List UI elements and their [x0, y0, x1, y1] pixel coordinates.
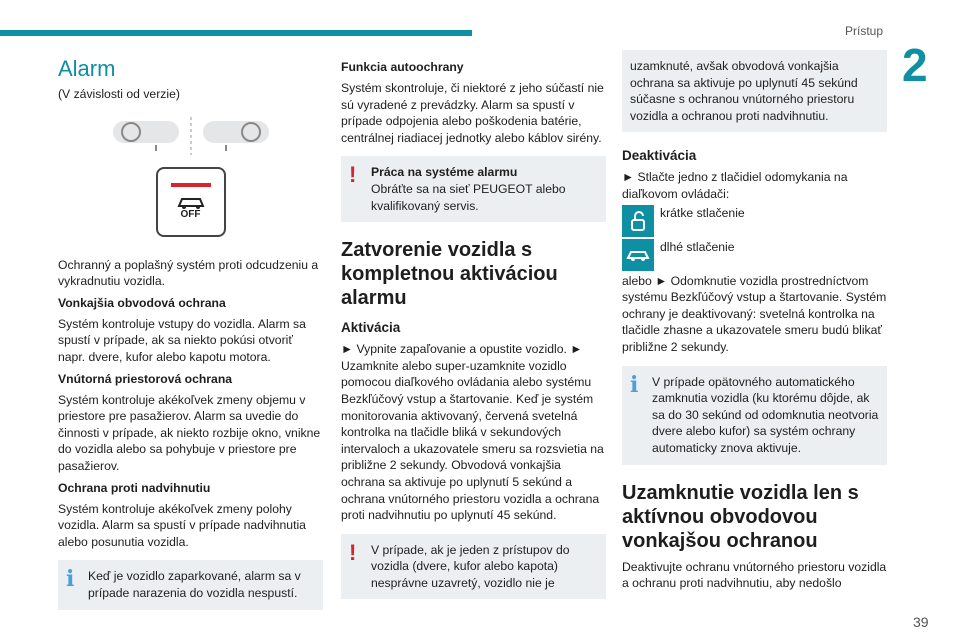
- deactivation-text-2: alebo ► Odomknutie vozidla prostredníctvom systému Bezkľúčový vstup a štartovanie. Systém ochrany je deaktivovaný: svetelná kontrolka na tlačidle zhasne a ukazovatele smeru budú blikať približne 2 sekundy.: [622, 273, 887, 354]
- warning-1-text: Obráťte sa na sieť PEUGEOT alebo kvalifikovaný servis.: [371, 181, 566, 213]
- short-press-row: [622, 205, 887, 237]
- steering-wheel-illustration: [58, 117, 323, 155]
- page-number: 39: [913, 614, 929, 630]
- heading-full-lock: Zatvorenie vozidla s kompletnou aktiváciou alarmu: [341, 239, 558, 310]
- section-label: Prístup: [845, 24, 884, 38]
- long-press-label: dlhé stlačenie: [660, 239, 735, 254]
- info-icon: i: [630, 371, 639, 398]
- activation-text: ► Vypnite zapaľovanie a opustite vozidlo. ► Uzamknite alebo super-uzamknite vozidlo pomocou diaľkového ovládania alebo systému Bezkľúčový vstup a štartovanie. Keď je systém monitorovania aktivovaný, červená svetelná kontrolka na tlačidle bliká v sekundových intervaloch a ukazovatele smeru sa rozsvietia na približne 2 sekundy. Obvodová vonkajšia ochrana sa aktivuje po uplynutí 5 sekúnd a ochrana vnútorného priestoru vozidla a ochrana proti nadvihnutiu po uplynutí 45 sekúnd.: [341, 342, 604, 523]
- page-title: Alarm: [58, 56, 116, 81]
- self-protection-text: Systém skontroluje, či niektoré z jeho súčastí nie sú vyradené z prevádzky. Alarm sa spustí v prípade odpojenia alebo poškodenia batérie, centrálnej riadiacej jednotky alebo káblov sirény.: [341, 81, 604, 145]
- heading-interior: Vnútorná priestorová ochrana: [58, 371, 233, 386]
- warning-continued-text: uzamknuté, avšak obvodová vonkajšia ochrana sa aktivuje po uplynutí 45 sekúnd súčasne s ochranou vnútorného priestoru vozidla a ochranou proti nadvihnutiu.: [630, 59, 858, 123]
- off-label: OFF: [180, 209, 201, 221]
- left-steering-icon: [111, 117, 181, 153]
- heading-exterior: Vonkajšia obvodová ochrana: [58, 295, 226, 310]
- perimeter-lock-text: Deaktivujte ochranu vnútorného priestoru vozidla a ochranu proti nadvihnutiu, aby nedošlo: [622, 559, 887, 591]
- intro-text: Ochranný a poplašný systém proti odcudzeniu a vykradnutiu vozidla.: [58, 257, 319, 289]
- interior-text: Systém kontroluje akékoľvek zmeny objemu v priestore pre pasažierov. Alarm sa uvedie do činnosti v prípade, ak niekto rozbije okno, vnikne do vozidla alebo sa pohybuje v priestore pre pasažierov.: [58, 392, 321, 473]
- heading-self-protection: Funkcia autoochrany: [341, 60, 464, 74]
- info-box: [58, 560, 323, 609]
- info-box-2: [622, 366, 887, 465]
- warning-box-1: [341, 156, 606, 222]
- warning-icon: !: [349, 162, 357, 188]
- warning-2-text: V prípade, ak je jeden z prístupov do vozidla (dvere, kufor alebo kapota) nesprávne uzavretý, vozidlo nie je: [371, 542, 570, 590]
- info-2-text: V prípade opätovného automatického zamknutia vozidla (ku ktorému dôjde, ak sa do 30 sekúnd od odomknutia neotvoria dvere alebo kufor) sa systém ochrany automaticky znova aktivuje.: [652, 374, 879, 455]
- heading-tilt: Ochrana proti nadvihnutiu: [58, 480, 211, 495]
- tilt-text: Systém kontroluje akékoľvek zmeny polohy vozidla. Alarm sa spustí v prípade nadvihnutia alebo posunutia vozidla.: [58, 501, 306, 549]
- column-3: [622, 50, 887, 592]
- heading-activation: Aktivácia: [341, 320, 401, 336]
- column-1: [58, 50, 323, 610]
- right-steering-icon: [201, 117, 271, 153]
- car-unlock-icon: [622, 239, 654, 271]
- unlock-icon: [622, 205, 654, 237]
- version-note: (V závislosti od verzie): [58, 87, 180, 101]
- divider-line: [189, 117, 193, 155]
- warning-continued-box: [622, 50, 887, 132]
- heading-perimeter-lock: Uzamknutie vozidla len s aktívnou obvodovou vonkajšou ochranou: [622, 481, 859, 552]
- warning-box-2: [341, 534, 606, 600]
- exterior-text: Systém kontroluje vstupy do vozidla. Alarm sa spustí v prípade, ak sa niekto pokúsi otvoriť napr. dvere, kufor alebo kapotu motora.: [58, 316, 306, 364]
- long-press-row: [622, 239, 887, 271]
- warning-1-title: Práca na systéme alarmu: [371, 165, 518, 180]
- short-press-label: krátke stlačenie: [660, 205, 745, 220]
- deactivation-text-1: ► Stlačte jedno z tlačidiel odomykania na diaľkovom ovládači:: [622, 170, 848, 201]
- column-2: [341, 50, 606, 599]
- top-accent-bar: [0, 30, 472, 36]
- alarm-off-button-illustration: [156, 167, 226, 237]
- car-icon: [176, 195, 206, 209]
- info-text: Keď je vozidlo zaparkované, alarm sa v prípade narazenia do vozidla nespustí.: [88, 569, 301, 600]
- chapter-number: 2: [902, 39, 928, 91]
- red-indicator: [171, 183, 211, 187]
- heading-deactivation: Deaktivácia: [622, 148, 697, 164]
- info-icon: i: [66, 566, 75, 593]
- warning-icon: !: [349, 539, 357, 565]
